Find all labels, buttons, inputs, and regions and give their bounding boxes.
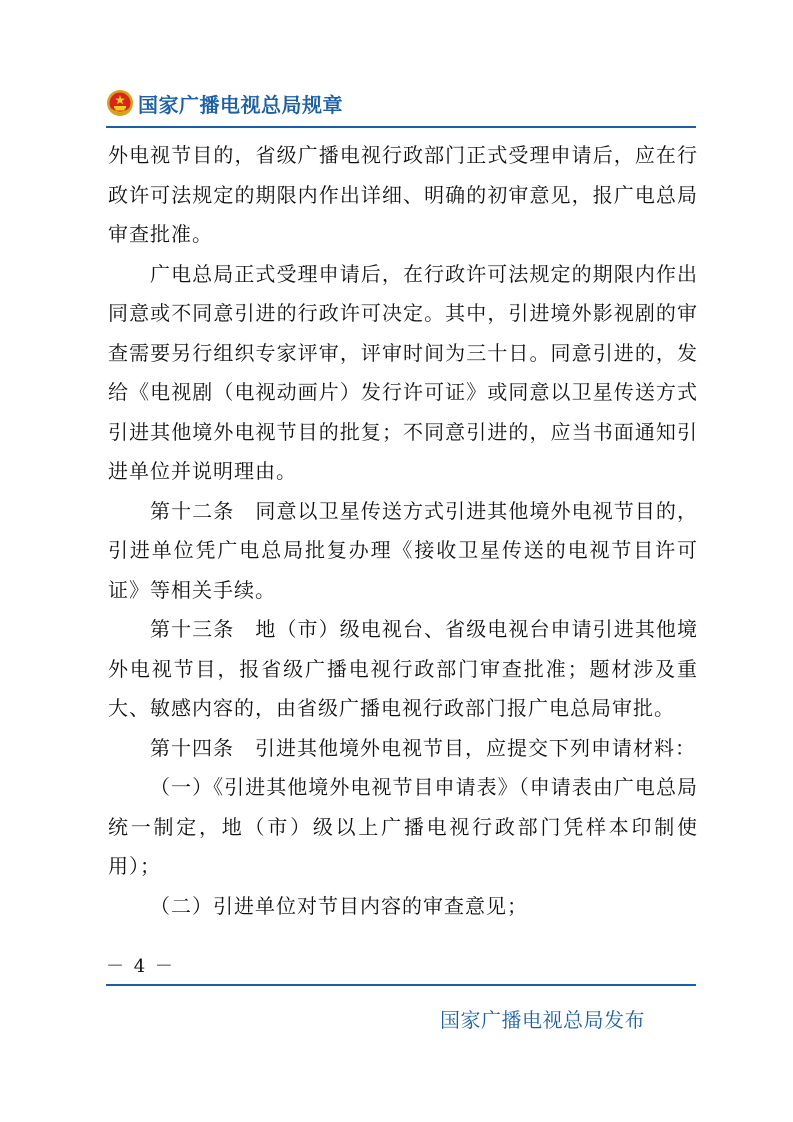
document-body xyxy=(108,136,698,926)
header-title: 国家广播电视总局规章 xyxy=(138,92,343,117)
page-number: － 4 － xyxy=(106,956,175,977)
paragraph-approval-decision: 广电总局正式受理申请后，在行政许可法规定的期限内作出同意或不同意引进的行政许可决定。其中，引进境外影视剧的审查需要另行组织专家评审，评审时间为三十日。同意引进的，发给《电视剧（电视动画片）发行许可证》或同意以卫星传送方式引进其他境外电视节目的批复；不同意引进的，应当书面通知引进单位并说明理由。 xyxy=(108,261,698,483)
paragraph-continuation: 外电视节目的，省级广播电视行政部门正式受理申请后，应在行政许可法规定的期限内作出详细、明确的初审意见，报广电总局审查批准。 xyxy=(108,143,698,246)
paragraph-article-14: 第十四条 引进其他境外电视节目，应提交下列申请材料： xyxy=(150,735,696,760)
paragraph-article-12: 第十二条 同意以卫星传送方式引进其他境外电视节目的，引进单位凭广电总局批复办理《接收卫星传送的电视节目许可证》等相关手续。 xyxy=(108,498,698,602)
page-header xyxy=(106,86,343,120)
footer-publisher: 国家广播电视总局发布 xyxy=(440,1008,645,1032)
national-emblem-icon xyxy=(106,89,134,117)
header-divider xyxy=(106,126,696,128)
list-item-review-opinion: （二）引进单位对节目内容的审查意见； xyxy=(150,893,528,918)
list-item-application-form: （一）《引进其他境外电视节目申请表》（申请表由广电总局统一制定，地（市）级以上广播电视行政部门凭样本印制使用）； xyxy=(108,775,698,878)
footer-divider xyxy=(106,984,696,986)
paragraph-article-13: 第十三条 地（市）级电视台、省级电视台申请引进其他境外电视节目，报省级广播电视行政部门审查批准；题材涉及重大、敏感内容的，由省级广播电视行政部门报广电总局审批。 xyxy=(108,617,698,720)
